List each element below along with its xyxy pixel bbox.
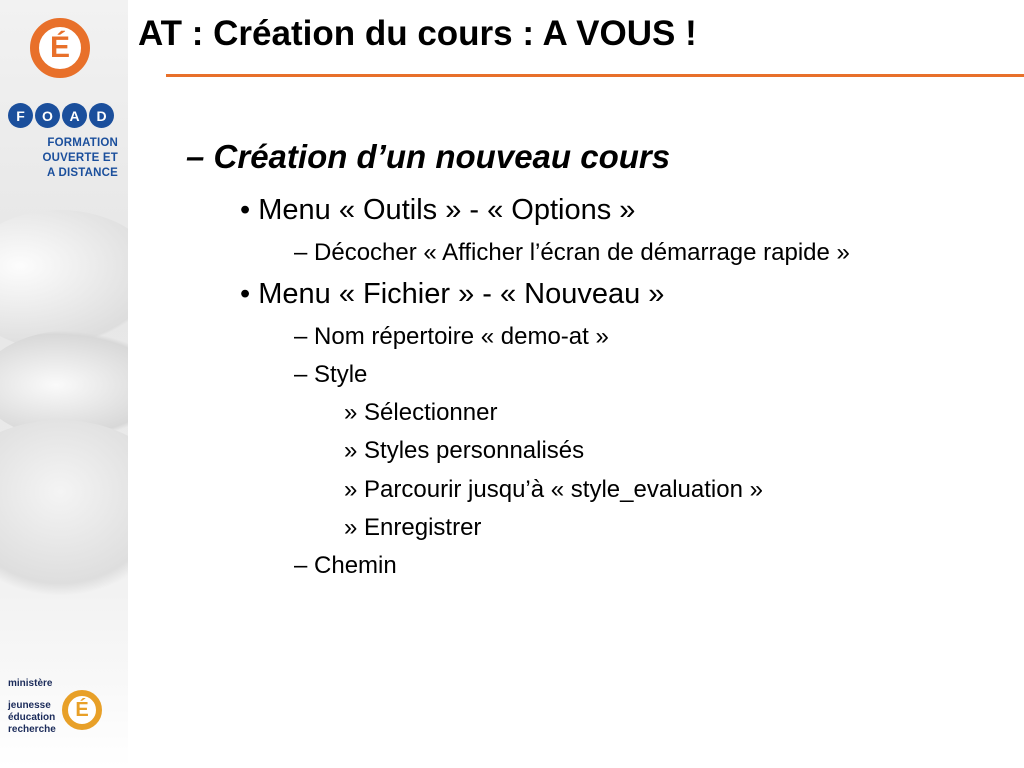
sub-sub-marker: » (344, 476, 358, 503)
bullet-item (240, 194, 635, 227)
sub-marker: – (294, 323, 308, 350)
foad-letter: D (89, 103, 114, 128)
sub-text: Style (314, 361, 368, 388)
logo-letter: É (49, 31, 70, 64)
sub-text: Nom répertoire « demo-at » (314, 323, 609, 350)
sub-sub-item (344, 399, 497, 427)
slide-heading (186, 138, 670, 176)
sub-sub-item (344, 476, 763, 504)
sub-sub-text: Enregistrer (364, 514, 482, 541)
e-logo-icon (30, 18, 90, 78)
foad-caption-line: A DISTANCE (47, 167, 118, 179)
foad-caption (43, 136, 118, 181)
slide-title: AT : Création du cours : A VOUS ! (138, 14, 697, 53)
sub-sub-marker: » (344, 514, 358, 541)
sub-item (294, 239, 850, 267)
foad-caption-line: OUVERTE ET (42, 152, 118, 164)
heading-marker: – (186, 138, 205, 175)
bullet-text: Menu « Outils » - « Options » (258, 194, 636, 226)
heading-text: Création d’un nouveau cours (213, 138, 671, 175)
foad-letter: F (8, 103, 33, 128)
sub-item (294, 361, 367, 389)
ministere-line: jeunesse (8, 700, 51, 711)
foad-letter: O (35, 103, 60, 128)
sub-sub-item (344, 437, 584, 465)
sub-sub-text: Parcourir jusqu’à « style_evaluation » (364, 476, 763, 503)
sub-sub-text: Sélectionner (364, 399, 498, 426)
sub-item (294, 552, 397, 580)
ministere-line: éducation (8, 712, 56, 723)
sub-text: Décocher « Afficher l’écran de démarrage rapide » (314, 239, 850, 266)
ministere-line: recherche (8, 724, 56, 735)
sub-sub-item (344, 514, 481, 542)
bullet-marker: • (240, 194, 251, 226)
foad-logo (8, 103, 114, 128)
title-underline (166, 74, 1024, 77)
sub-item (294, 323, 609, 351)
bullet-text: Menu « Fichier » - « Nouveau » (258, 278, 665, 310)
sub-sub-marker: » (344, 437, 358, 464)
sub-marker: – (294, 361, 308, 388)
ministere-logo-text (8, 678, 56, 736)
sub-marker: – (294, 239, 308, 266)
background-shape (0, 420, 128, 600)
sub-sub-text: Styles personnalisés (364, 437, 585, 464)
background-shape (0, 210, 128, 350)
sidebar-decoration (0, 0, 128, 768)
bullet-item (240, 278, 664, 311)
sub-sub-marker: » (344, 399, 358, 426)
sub-marker: – (294, 552, 308, 579)
ministere-line: ministère (8, 678, 53, 689)
ministere-e-icon (62, 690, 102, 730)
foad-letter: A (62, 103, 87, 128)
logo-letter: É (75, 698, 89, 721)
foad-caption-line: FORMATION (47, 137, 118, 149)
sub-text: Chemin (314, 552, 397, 579)
bullet-marker: • (240, 278, 251, 310)
